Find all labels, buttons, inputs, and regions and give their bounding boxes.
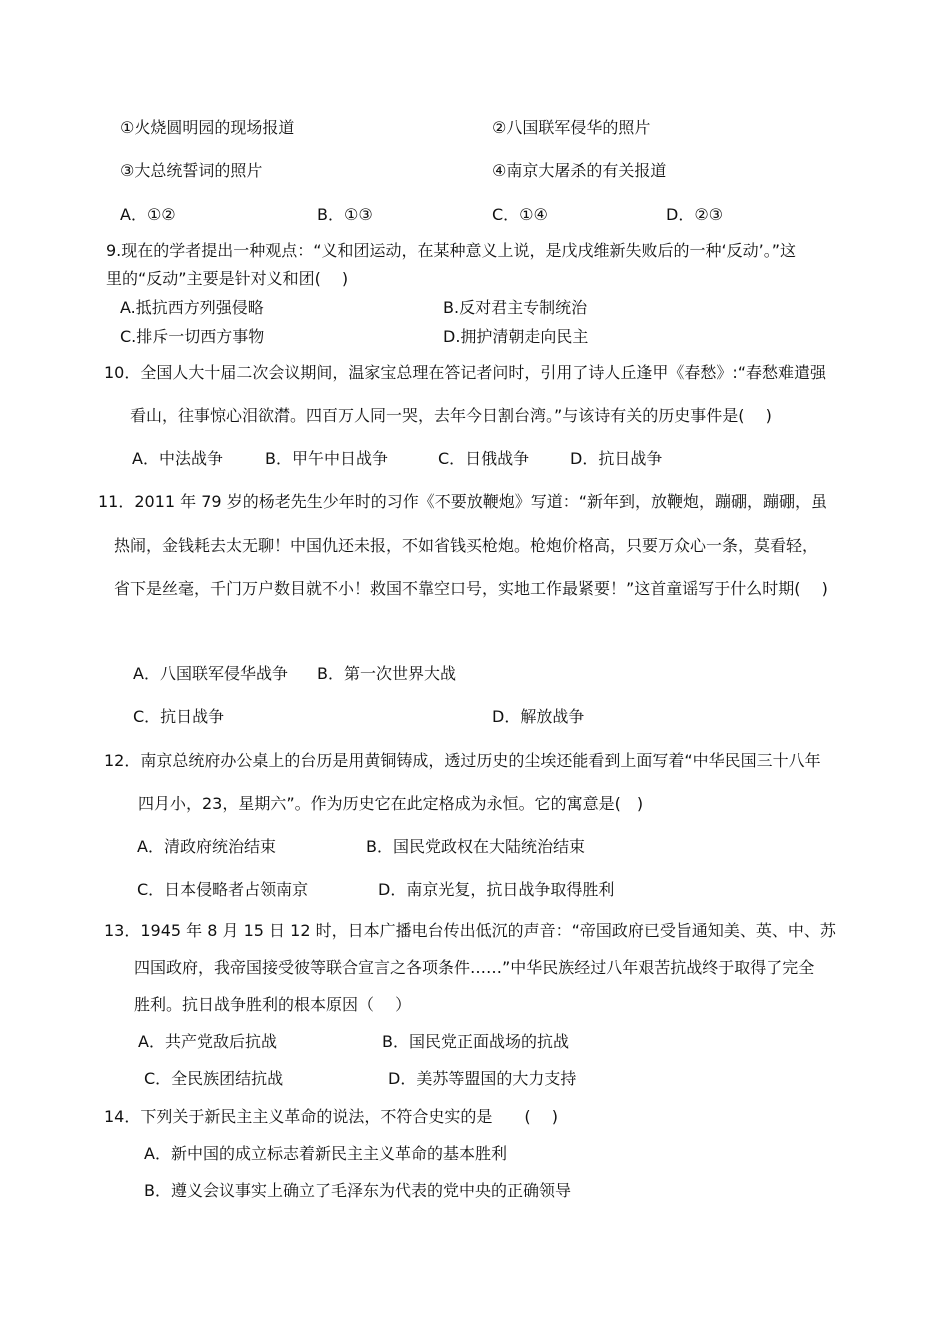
q8-item-4: ④南京大屠杀的有关报道 xyxy=(492,161,667,180)
q10-option-a: A．中法战争 xyxy=(132,449,223,468)
q13-stem-line-2: 四国政府，我帝国接受彼等联合宣言之各项条件……”中华民族经过八年艰苦抗战终于取得了完全 xyxy=(134,958,815,977)
q12-option-d: D．南京光复，抗日战争取得胜利 xyxy=(378,880,615,899)
q10-stem-line-2: 看山，往事惊心泪欲潸。四百万人同一哭，去年今日割台湾。”与该诗有关的历史事件是( ) xyxy=(130,406,772,425)
q13-option-c: C．全民族团结抗战 xyxy=(144,1069,284,1088)
q13-option-d: D．美苏等盟国的大力支持 xyxy=(388,1069,577,1088)
q13-option-b: B．国民党正面战场的抗战 xyxy=(382,1032,569,1051)
q12-option-b: B．国民党政权在大陆统治结束 xyxy=(366,837,585,856)
q11-option-c: C．抗日战争 xyxy=(133,707,225,726)
q9-stem-line-1: 9.现在的学者提出一种观点：“义和团运动，在某种意义上说，是戊戌维新失败后的一种‘反动’。”这 xyxy=(106,241,797,260)
q12-stem-line-1: 12．南京总统府办公桌上的台历是用黄铜铸成，透过历史的尘埃还能看到上面写着“中华民国三十八年 xyxy=(104,751,821,770)
q12-option-a: A．清政府统治结束 xyxy=(137,837,276,856)
q14-option-a: A．新中国的成立标志着新民主主义革命的基本胜利 xyxy=(144,1144,507,1163)
q14-option-b: B．遵义会议事实上确立了毛泽东为代表的党中央的正确领导 xyxy=(144,1181,571,1200)
q13-stem-line-1: 13．1945 年 8 月 15 日 12 时，日本广播电台传出低沉的声音：“帝国政府已受旨通知美、英、中、苏 xyxy=(104,921,836,940)
q13-stem-line-3: 胜利。抗日战争胜利的根本原因（ ） xyxy=(134,995,412,1014)
q11-option-b: B．第一次世界大战 xyxy=(317,664,456,683)
q8-option-d: D．②③ xyxy=(666,205,724,224)
q12-option-c: C．日本侵略者占领南京 xyxy=(137,880,309,899)
q8-option-b: B．①③ xyxy=(317,205,373,224)
q12-stem-line-2: 四月小，23，星期六”。作为历史它在此定格成为永恒。它的寓意是( ) xyxy=(138,794,644,813)
q10-option-b: B．甲午中日战争 xyxy=(265,449,388,468)
q11-stem-line-2: 热闹，金钱耗去太无聊！中国仇还未报，不如省钱买枪炮。枪炮价格高，只要万众心一条，莫看轻， xyxy=(114,536,819,555)
q8-option-a: A．①② xyxy=(120,205,176,224)
q8-option-c: C．①④ xyxy=(492,205,548,224)
q10-option-d: D．抗日战争 xyxy=(570,449,663,468)
q8-item-2: ②八国联军侵华的照片 xyxy=(492,118,651,137)
q9-option-b: B.反对君主专制统治 xyxy=(443,298,588,317)
q11-option-d: D．解放战争 xyxy=(492,707,585,726)
q9-stem-line-2: 里的“反动”主要是针对义和团( ) xyxy=(106,269,349,288)
q11-stem-line-1: 11．2011 年 79 岁的杨老先生少年时的习作《不要放鞭炮》写道：“新年到，放鞭炮，蹦硼，蹦硼，虽 xyxy=(98,492,827,511)
q11-option-a: A．八国联军侵华战争 xyxy=(133,664,288,683)
q8-item-1: ①火烧圆明园的现场报道 xyxy=(120,118,295,137)
q10-stem-line-1: 10．全国人大十届二次会议期间，温家宝总理在答记者问时，引用了诗人丘逢甲《春愁》:“春愁难遣强 xyxy=(104,363,827,382)
q9-option-a: A.抵抗西方列强侵略 xyxy=(120,298,264,317)
q13-option-a: A．共产党敌后抗战 xyxy=(138,1032,277,1051)
q10-option-c: C．日俄战争 xyxy=(438,449,530,468)
q14-stem-line-1: 14．下列关于新民主主义革命的说法，不符合史实的是 ( ) xyxy=(104,1107,558,1126)
q11-stem-line-3: 省下是丝毫，千门万户数目就不小！救国不靠空口号，实地工作最紧要！”这首童谣写于什么时期( ) xyxy=(114,579,828,598)
q9-option-d: D.拥护清朝走向民主 xyxy=(443,327,589,346)
q9-option-c: C.排斥一切西方事物 xyxy=(120,327,265,346)
q8-item-3: ③大总统誓词的照片 xyxy=(120,161,263,180)
